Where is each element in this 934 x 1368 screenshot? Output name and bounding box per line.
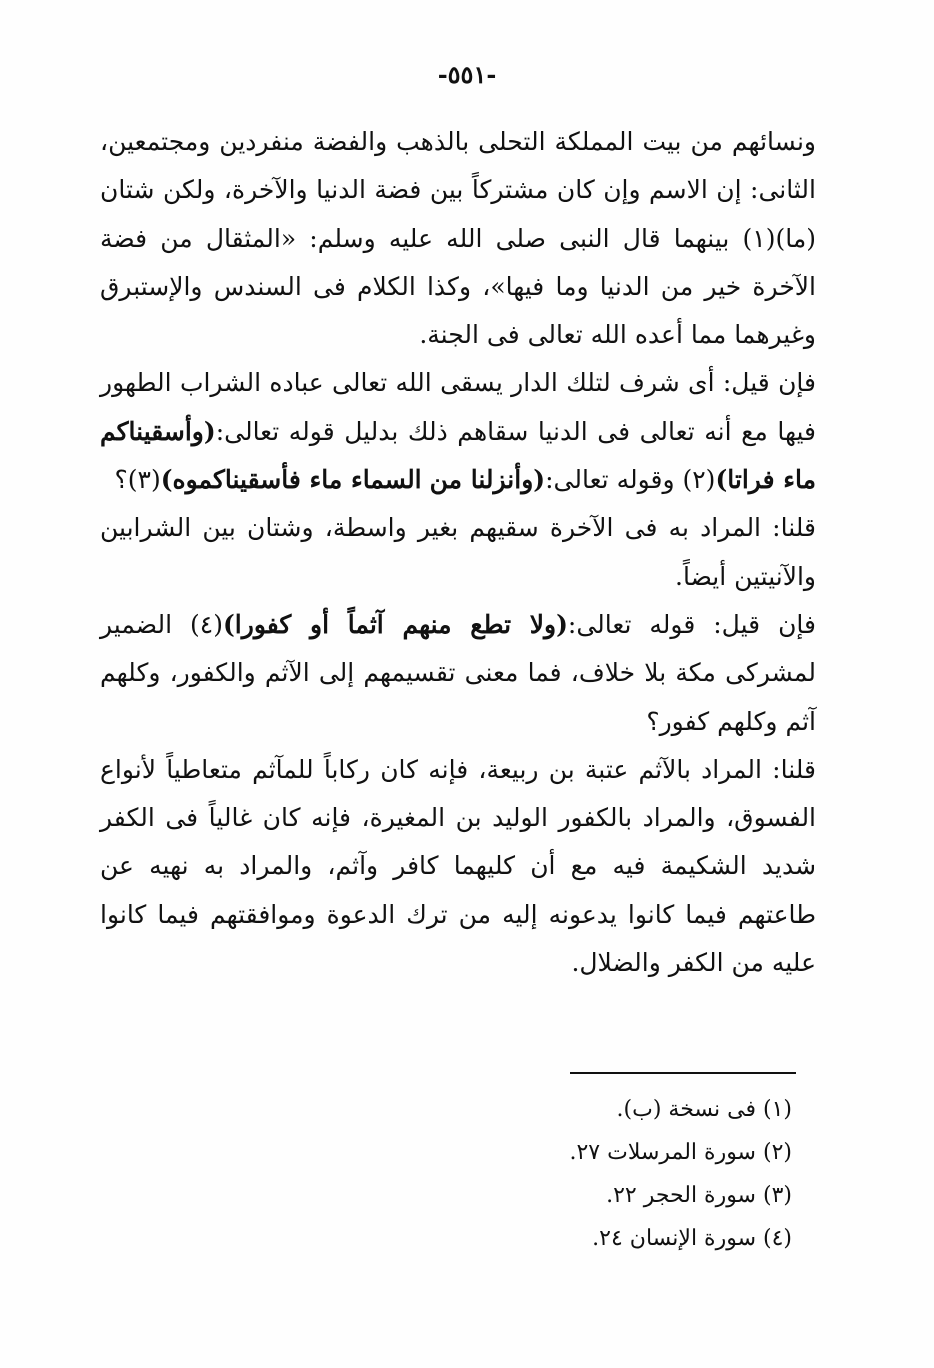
text-line: ونسائهم من بيت المملكة التحلى بالذهب والفضة منفردين ومجتمعين، xyxy=(100,127,816,156)
text-line: لمشركى مكة بلا خلاف، فما معنى تقسيمهم إلى الآثم والكفور، xyxy=(169,658,816,688)
footnote-divider xyxy=(570,1072,796,1074)
text-line: فيما كانوا عليه من الكفر والضلال. xyxy=(100,899,816,978)
paragraph-4 xyxy=(100,601,816,746)
text-line: فإن قيل: أى شرف لتلك الدار يسقى الله تعالى عباده الشراب xyxy=(179,368,816,398)
quran-quote: (وأنزلنا من xyxy=(429,465,546,495)
footnote: (٤) سورة الإنسان ٢٤. xyxy=(592,1226,792,1251)
paragraph-5 xyxy=(100,746,816,987)
text-line: وكلهم آثم وكلهم كفور؟ xyxy=(100,658,816,736)
paragraph-3 xyxy=(100,504,816,601)
main-text xyxy=(100,118,816,987)
footnotes xyxy=(400,1088,792,1260)
page-number: -٥٥١- xyxy=(437,60,497,89)
footnote: (٣) سورة الحجر ٢٢. xyxy=(606,1183,792,1208)
text-line: والآنيتين أيضاً. xyxy=(675,561,816,591)
text-line: (٢) وقوله تعالى: xyxy=(545,465,716,495)
text-line: (٣)؟ xyxy=(114,465,161,495)
quran-quote: (وأسقيناكم ماء فراتا) xyxy=(100,416,816,495)
text-line: لأنواع الفسوق، والمراد بالكفور الوليد بن المغيرة، فإنه كان غالياً xyxy=(100,754,817,833)
text-line: شتان (ما)(١) بينهما قال النبى صلى الله عليه وسلم: «المثقال من xyxy=(100,175,816,253)
text-line: فإن قيل: قوله تعالى: xyxy=(567,609,816,639)
quran-quote: (ولا تطع منهم آثماً أو كفورا) xyxy=(222,609,568,639)
text-line: الثانى: إن الاسم وإن كان مشتركاً بين فضة الدنيا والآخرة، ولكن xyxy=(162,175,816,205)
text-line: قلنا: المراد بالآثم عتبة بن ربيعة، فإنه كان ركاباً للمآثم متعاطياً xyxy=(166,754,816,784)
paragraph-2 xyxy=(100,359,816,504)
text-line: والإستبرق وغيرهما مما أعده الله تعالى فى الجنة. xyxy=(100,271,816,350)
text-line: الطهور فيها مع أنه تعالى فى الدنيا سقاهم ذلك بدليل قوله xyxy=(100,368,816,446)
footnote: (٢) سورة المرسلات ٢٧. xyxy=(569,1140,792,1165)
paragraph-1 xyxy=(100,118,816,359)
footnote: (١) فى نسخة (ب). xyxy=(616,1097,792,1122)
text-line: تعالى: xyxy=(215,416,280,446)
text-line: (٤) الضمير xyxy=(100,609,223,639)
text-line: نهيه عن طاعتهم فيما كانوا يدعونه إليه من ترك الدعوة وموافقتهم xyxy=(100,851,817,929)
quran-quote: السماء ماء فأسقيناكموه) xyxy=(160,465,422,495)
text-line: فضة الآخرة خير من الدنيا وما فيها»، وكذا الكلام فى السندس xyxy=(100,223,816,301)
text-line: فى الكفر شديد الشكيمة فيه مع أن كليهما كافر وآثم، والمراد به xyxy=(100,803,817,881)
text-line: قلنا: المراد به فى الآخرة سقيهم بغير واسطة، وشتان بين الشرابين xyxy=(100,513,816,543)
